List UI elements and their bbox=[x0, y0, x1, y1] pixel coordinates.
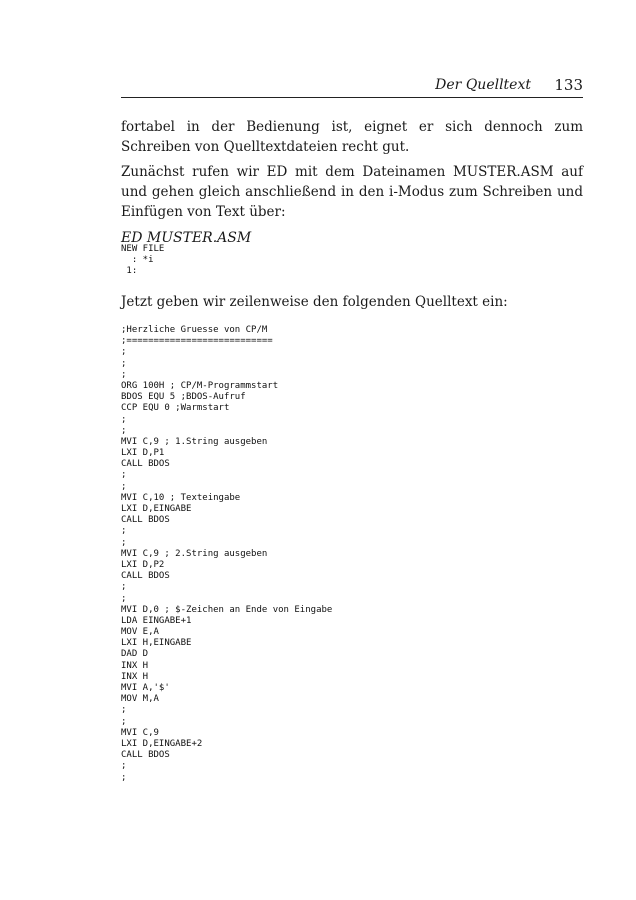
code-line: MOV E,A bbox=[121, 627, 159, 638]
code-line: NEW FILE bbox=[121, 244, 165, 254]
code-line: MVI C,9 bbox=[121, 727, 159, 738]
source-listing bbox=[121, 325, 332, 784]
code-line: : *i bbox=[121, 255, 154, 266]
code-line: CALL BDOS bbox=[121, 459, 170, 470]
command-line: ED MUSTER.ASM bbox=[121, 230, 252, 246]
code-line: CALL BDOS bbox=[121, 515, 170, 526]
paragraph-1: fortabel in der Bedienung ist, eignet er sich dennoch zum Schreiben von Quelltextdateien recht gut. bbox=[121, 119, 583, 155]
code-line: MVI C,10 ; Texteingabe bbox=[121, 492, 241, 503]
code-line: CALL BDOS bbox=[121, 750, 170, 761]
code-line: MVI C,9 ; 1.String ausgeben bbox=[121, 436, 268, 447]
code-line: DAD D bbox=[121, 649, 149, 660]
code-line: ; bbox=[121, 593, 127, 604]
code-line: BDOS EQU 5 ;BDOS-Aufruf bbox=[121, 392, 246, 403]
paragraph-3: Jetzt geben wir zeilenweise den folgenden Quelltext ein: bbox=[121, 294, 508, 310]
code-line: ; bbox=[121, 369, 127, 380]
code-line: INX H bbox=[121, 671, 149, 682]
code-line: LXI D,EINGABE+2 bbox=[121, 738, 203, 749]
code-line: ; bbox=[121, 414, 127, 425]
code-line: MVI C,9 ; 2.String ausgeben bbox=[121, 548, 268, 559]
code-line: INX H bbox=[121, 660, 149, 671]
code-line: ; bbox=[121, 582, 127, 593]
code-line: CCP EQU 0 ;Warmstart bbox=[121, 403, 230, 414]
code-line: MOV M,A bbox=[121, 694, 159, 705]
code-line: ; bbox=[121, 716, 127, 727]
code-line: ; bbox=[121, 358, 127, 369]
code-line: LXI H,EINGABE bbox=[121, 638, 192, 649]
code-line: ; bbox=[121, 537, 127, 548]
code-line: ;Herzliche Gruesse von CP/M bbox=[121, 325, 268, 335]
page-header bbox=[121, 75, 583, 98]
code-line: ; bbox=[121, 705, 127, 716]
code-line: ; bbox=[121, 526, 127, 537]
running-head: Der Quelltext bbox=[435, 77, 531, 93]
code-line: MVI D,0 ; $-Zeichen an Ende von Eingabe bbox=[121, 604, 333, 615]
page-number: 133 bbox=[554, 76, 583, 94]
code-line: ; bbox=[121, 470, 127, 481]
code-line: LXI D,P2 bbox=[121, 559, 165, 570]
code-line: ; bbox=[121, 425, 127, 436]
code-line: 1: bbox=[121, 266, 138, 277]
code-line: LDA EINGABE+1 bbox=[121, 615, 192, 626]
editor-listing bbox=[121, 244, 164, 278]
code-line: ; bbox=[121, 347, 127, 358]
code-line: LXI D,EINGABE bbox=[121, 504, 192, 514]
code-line: ; bbox=[121, 481, 127, 492]
code-line: LXI D,P1 bbox=[121, 448, 165, 459]
code-line: ;=========================== bbox=[121, 336, 273, 347]
code-line: ; bbox=[121, 761, 127, 772]
code-line: ORG 100H ; CP/M-Programmstart bbox=[121, 380, 279, 391]
code-line: MVI A,'$' bbox=[121, 683, 170, 693]
code-line: CALL BDOS bbox=[121, 571, 170, 582]
paragraph-2: Zunächst rufen wir ED mit dem Dateinamen MUSTER.ASM auf und gehen gleich anschließend in den i-Modus zum Schreiben und Einfügen von Text über: bbox=[121, 164, 583, 220]
code-line: ; bbox=[121, 772, 127, 783]
